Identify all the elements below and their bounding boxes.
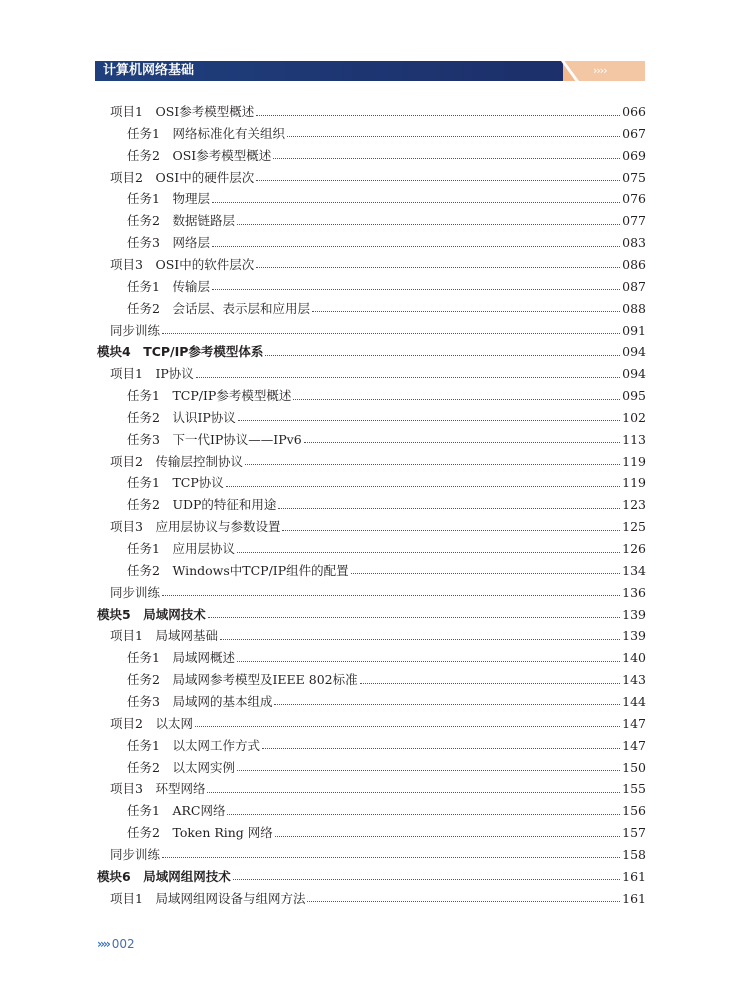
- toc-entry-page: 139: [622, 606, 646, 622]
- toc-entry-page: 140: [622, 650, 646, 666]
- dot-leader: [212, 288, 620, 290]
- dot-leader: [237, 769, 620, 771]
- toc-entry-task[interactable]: [127, 538, 646, 560]
- toc-entry-item[interactable]: [110, 363, 646, 385]
- dot-leader: [274, 703, 620, 705]
- dot-leader: [226, 485, 620, 487]
- toc-entry-page: 102: [622, 409, 646, 425]
- toc-entry-task[interactable]: [127, 145, 646, 167]
- toc-entry-page: 119: [622, 453, 646, 469]
- toc-entry-page: 143: [622, 672, 646, 688]
- toc-entry-page: 158: [622, 846, 646, 862]
- toc-entry-page: 094: [622, 344, 646, 360]
- toc-entry-page: 161: [622, 868, 646, 884]
- toc-entry-page: 119: [622, 475, 646, 491]
- chevrons-right-icon: ››››: [97, 937, 109, 951]
- dot-leader: [293, 398, 620, 400]
- toc-entry-task[interactable]: [127, 188, 646, 210]
- toc-entry-label: 任务1 局域网概述: [127, 650, 235, 666]
- toc-entry-task[interactable]: [127, 691, 646, 713]
- toc-entry-task[interactable]: [127, 647, 646, 669]
- toc-entry-label: 项目2 OSI中的硬件层次: [110, 169, 255, 185]
- dot-leader: [237, 223, 620, 225]
- toc-entry-page: 075: [622, 169, 646, 185]
- toc-entry-page: 150: [622, 759, 646, 775]
- toc-entry-label: 项目3 环型网络: [110, 781, 206, 797]
- dot-leader: [196, 376, 620, 378]
- toc-entry-label: 任务1 TCP协议: [127, 475, 224, 491]
- dot-leader: [195, 725, 620, 727]
- toc-entry-page: 126: [622, 541, 646, 556]
- toc-entry-label: 项目1 局域网组网设备与组网方法: [110, 890, 306, 906]
- toc-entry-task[interactable]: [127, 800, 646, 822]
- toc-entry-item[interactable]: [110, 778, 646, 800]
- toc-entry-task[interactable]: [127, 123, 646, 145]
- toc-entry-label: 任务2 局域网参考模型及IEEE 802标准: [127, 672, 358, 688]
- dot-leader: [360, 682, 621, 684]
- toc-entry-label: 任务2 Token Ring 网络: [127, 825, 273, 841]
- toc-entry-label: 任务3 网络层: [127, 235, 210, 251]
- page-number: 002: [111, 937, 135, 951]
- toc-entry-label: 项目1 局域网基础: [110, 628, 218, 644]
- toc-entry-label: 任务2 认识IP协议: [127, 409, 236, 425]
- toc-entry-label: 任务2 数据链路层: [127, 213, 235, 229]
- toc-entry-label: 任务2 UDP的特征和用途: [127, 497, 277, 513]
- toc-entry-label: 模块4 TCP/IP参考模型体系: [97, 344, 264, 360]
- toc-entry-page: 076: [622, 191, 646, 207]
- dot-leader: [287, 135, 620, 137]
- toc-entry-module[interactable]: [97, 341, 646, 363]
- toc-entry-page: 139: [622, 628, 646, 644]
- dot-leader: [162, 594, 620, 596]
- dot-leader: [278, 507, 620, 509]
- book-title: 计算机网络基础: [103, 63, 195, 78]
- toc-entry-task[interactable]: [127, 407, 646, 429]
- toc-entry-page: 161: [622, 890, 646, 906]
- toc-entry-page: 136: [622, 584, 646, 600]
- toc-entry-item[interactable]: [110, 254, 646, 276]
- toc-entry-label: 项目3 应用层协议与参数设置: [110, 519, 281, 535]
- toc-entry-label: 同步训练: [110, 584, 161, 600]
- dot-leader: [256, 114, 620, 116]
- toc-entry-label: 任务1 TCP/IP参考模型概述: [127, 388, 292, 404]
- dot-leader: [208, 616, 620, 618]
- toc-entry-label: 同步训练: [110, 846, 161, 862]
- toc-entry-page: 155: [622, 781, 646, 797]
- toc-entry-page: 156: [622, 803, 646, 819]
- toc-entry-label: 任务1 网络标准化有关组织: [127, 125, 285, 141]
- toc-entry-page: 147: [622, 737, 646, 753]
- dot-leader: [212, 201, 620, 203]
- toc-entry-label: 任务1 以太网工作方式: [127, 737, 260, 753]
- toc-entry-page: 088: [622, 300, 646, 316]
- toc-entry-task[interactable]: [127, 560, 646, 582]
- dot-leader: [304, 441, 620, 443]
- dot-leader: [227, 813, 620, 815]
- toc-entry-task[interactable]: [127, 735, 646, 757]
- toc-entry-task[interactable]: [127, 669, 646, 691]
- toc-entry-item[interactable]: [110, 516, 646, 538]
- toc-entry-page: 083: [622, 235, 646, 251]
- toc-entry-task[interactable]: [127, 472, 646, 494]
- toc-entry-label: 模块6 局域网组网技术: [97, 868, 231, 884]
- dot-leader: [245, 463, 620, 465]
- toc-entry-module[interactable]: [97, 604, 646, 626]
- toc-entry-task[interactable]: [127, 210, 646, 232]
- toc-entry-page: 113: [622, 431, 646, 447]
- toc-entry-task[interactable]: [127, 429, 646, 451]
- toc-entry-label: 任务1 物理层: [127, 191, 210, 207]
- toc-entry-item[interactable]: [110, 888, 646, 910]
- page-footer: [97, 936, 135, 952]
- toc-entry-page: 144: [622, 693, 646, 709]
- toc-entry-task[interactable]: [127, 822, 646, 844]
- toc-entry-item[interactable]: [110, 713, 646, 735]
- dot-leader: [237, 660, 620, 662]
- toc-entry-page: 067: [622, 125, 646, 141]
- toc-entry-label: 项目1 OSI参考模型概述: [110, 104, 255, 119]
- running-header: [95, 61, 645, 81]
- dot-leader: [233, 878, 620, 880]
- toc-entry-label: 项目2 以太网: [110, 715, 193, 731]
- toc-entry-page: 095: [622, 388, 646, 404]
- toc-entry-item[interactable]: [110, 844, 646, 866]
- toc-entry-page: 157: [622, 825, 646, 841]
- toc-entry-page: 069: [622, 147, 646, 163]
- dot-leader: [275, 835, 620, 837]
- toc-entry-page: 077: [622, 213, 646, 229]
- toc-entry-page: 066: [622, 104, 646, 119]
- dot-leader: [282, 529, 620, 531]
- toc-entry-page: 086: [622, 256, 646, 272]
- chevrons-right-icon: ››››: [593, 64, 607, 77]
- toc-entry-label: 任务2 以太网实例: [127, 759, 235, 775]
- toc-entry-module[interactable]: [97, 866, 646, 888]
- toc-entry-label: 同步训练: [110, 322, 161, 338]
- toc-entry-label: 模块5 局域网技术: [97, 606, 206, 622]
- dot-leader: [307, 900, 620, 902]
- toc-entry-page: 134: [622, 562, 646, 578]
- toc-entry-page: 125: [622, 519, 646, 535]
- dot-leader: [220, 638, 620, 640]
- toc-entry-label: 任务3 下一代IP协议——IPv6: [127, 431, 302, 447]
- toc-entry-page: 091: [622, 322, 646, 338]
- dot-leader: [238, 419, 620, 421]
- dot-leader: [262, 747, 620, 749]
- dot-leader: [207, 791, 620, 793]
- dot-leader: [162, 856, 620, 858]
- toc-entry-label: 任务2 会话层、表示层和应用层: [127, 300, 310, 316]
- dot-leader: [351, 572, 620, 574]
- dot-leader: [312, 310, 620, 312]
- dot-leader: [265, 354, 620, 356]
- toc-entry-task[interactable]: [127, 276, 646, 298]
- toc-entry-item[interactable]: [110, 582, 646, 604]
- toc-entry-label: 任务1 应用层协议: [127, 541, 235, 556]
- toc-entry-page: 087: [622, 278, 646, 294]
- toc-entry-page: 094: [622, 366, 646, 382]
- toc-entry-item[interactable]: [110, 451, 646, 473]
- toc-entry-task[interactable]: [127, 494, 646, 516]
- toc-entry-label: 项目2 传输层控制协议: [110, 453, 243, 469]
- toc-entry-task[interactable]: [127, 298, 646, 320]
- dot-leader: [237, 551, 620, 553]
- dot-leader: [256, 266, 620, 268]
- dot-leader: [256, 179, 620, 181]
- toc-entry-label: 任务2 Windows中TCP/IP组件的配置: [127, 562, 349, 578]
- dot-leader: [212, 245, 620, 247]
- toc-entry-label: 项目3 OSI中的软件层次: [110, 256, 255, 272]
- toc-entry-label: 项目1 IP协议: [110, 366, 194, 382]
- toc-entry-task[interactable]: [127, 757, 646, 779]
- toc-entry-page: 147: [622, 715, 646, 731]
- toc-entry-label: 任务3 局域网的基本组成: [127, 693, 273, 709]
- toc-entry-label: 任务1 ARC网络: [127, 803, 226, 819]
- toc-entry-label: 任务2 OSI参考模型概述: [127, 147, 272, 163]
- toc-entry-item[interactable]: [110, 167, 646, 189]
- toc-entry-label: 任务1 传输层: [127, 278, 210, 294]
- toc-entry-page: 123: [622, 497, 646, 513]
- toc-entry-task[interactable]: [127, 232, 646, 254]
- dot-leader: [273, 157, 620, 159]
- toc-entry-item[interactable]: [110, 320, 646, 342]
- dot-leader: [162, 332, 620, 334]
- toc-entry-task[interactable]: [127, 385, 646, 407]
- toc-entry-item[interactable]: [110, 101, 646, 123]
- toc-entry-item[interactable]: [110, 625, 646, 647]
